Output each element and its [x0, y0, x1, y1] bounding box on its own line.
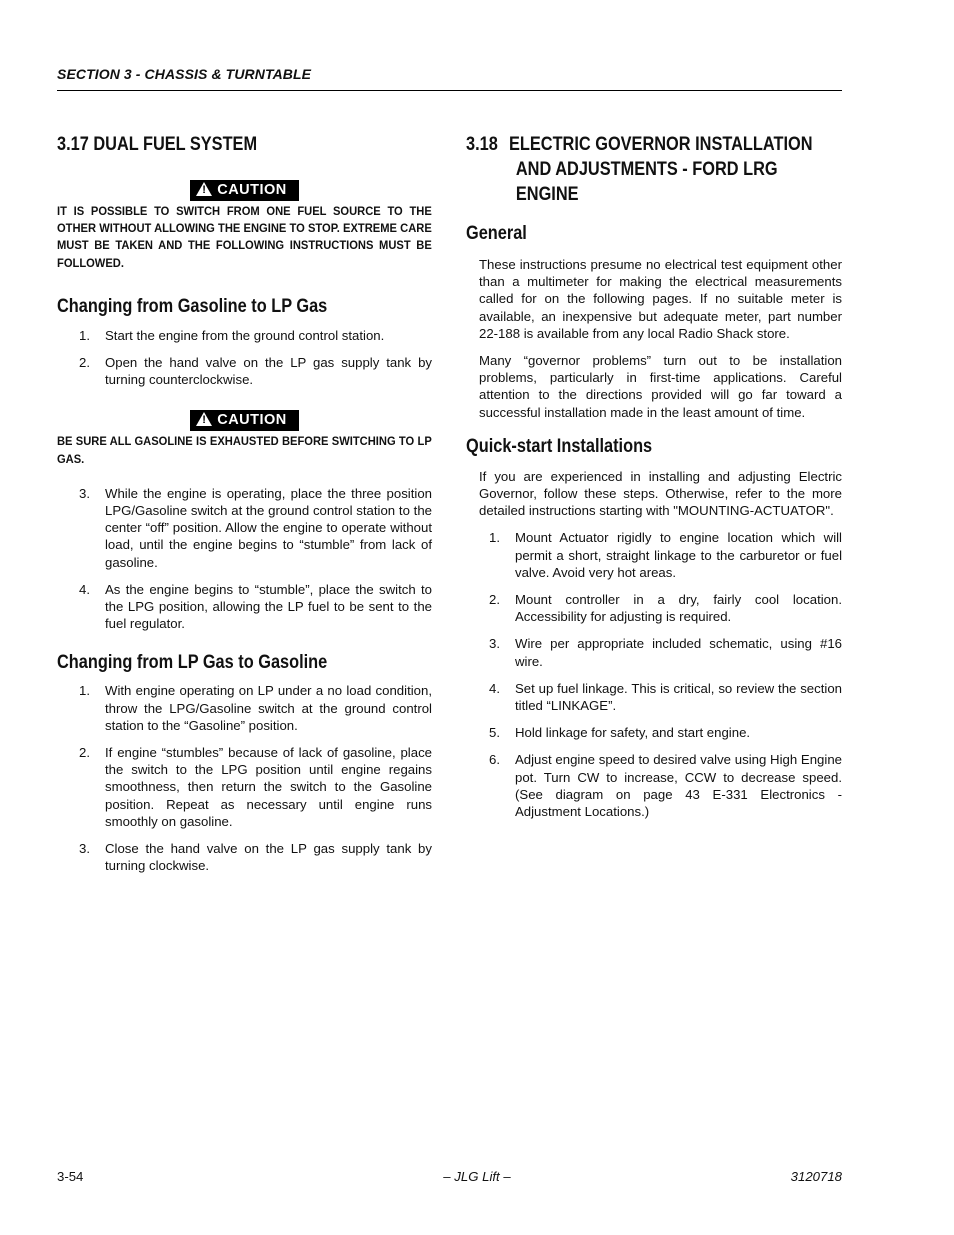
- footer-doc-number: 3120718: [790, 1169, 842, 1184]
- list-item: 4. As the engine begins to “stumble”, place the switch to the LPG position, allowing the LP fuel to be sent to the fuel regulator.: [79, 581, 432, 632]
- warning-triangle-icon: !: [196, 412, 212, 426]
- steps-lp-to-gasoline: [57, 682, 432, 874]
- list-item: 1. With engine operating on LP under a no load condition, throw the LPG/Gasoline switch at the ground control station to the “Gasoline” position.: [79, 683, 432, 733]
- list-item: 5. Hold linkage for safety, and start engine.: [489, 725, 751, 741]
- list-item: 3. While the engine is operating, place the three position LPG/Gasoline switch at the ground control station to the center “off” position. Allow the engine to operate without load, until the engine begins to “stumble” from lack of gasoline.: [79, 485, 432, 570]
- section-3-17-heading: 3.17 DUAL FUEL SYSTEM: [57, 134, 258, 155]
- general-paragraph-1: These instructions presume no electrical test equipment other than a multimeter for making the electrical measurements called for on the following pages. If no suitable meter is available, an inexpensive but adequate meter, part number 22-188 is available from any local Radio Shack store.: [479, 257, 842, 341]
- caution-text-1: IT IS POSSIBLE TO SWITCH FROM ONE FUEL SOURCE TO THE OTHER WITHOUT ALLOWING THE ENGINE TO STOP. EXTREME CARE MUST BE TAKEN AND THE FOLLOWING INSTRUCTIONS MUST BE FOLLOWED.: [57, 204, 432, 270]
- caution-label-2: ! CAUTION: [190, 410, 299, 431]
- steps-gasoline-to-lp-b: [57, 485, 432, 633]
- section-title: SECTION 3 - CHASSIS & TURNTABLE: [57, 66, 312, 82]
- subheading-lp-to-gasoline: Changing from LP Gas to Gasoline: [57, 652, 328, 674]
- list-item: 2. Mount controller in a dry, fairly cool location. Accessibility for adjusting is required.: [489, 592, 842, 625]
- left-column: [57, 132, 432, 874]
- list-item: 6. Adjust engine speed to desired valve using High Engine pot. Turn CW to increase, CCW to decrease speed. (See diagram on page 43 E-331 Electronics - Adjustment Locations.): [489, 752, 842, 820]
- steps-gasoline-to-lp-a: [57, 327, 432, 389]
- footer-publisher: – JLG Lift –: [443, 1169, 511, 1184]
- list-item: 3. Wire per appropriate included schematic, using #16 wire.: [489, 636, 842, 669]
- caution-text-2: BE SURE ALL GASOLINE IS EXHAUSTED BEFORE SWITCHING TO LP GAS.: [57, 434, 432, 466]
- subheading-quick-start: Quick-start Installations: [466, 435, 653, 457]
- quick-start-paragraph: If you are experienced in installing and adjusting Electric Governor, follow these steps. Otherwise, refer to the more detailed instructions starting with "MOUNTING-ACTUATOR".: [479, 468, 842, 519]
- page-header: [57, 66, 842, 91]
- subheading-gasoline-to-lp: Changing from Gasoline to LP Gas: [57, 295, 328, 317]
- list-item: 2. Open the hand valve on the LP gas supply tank by turning counterclockwise.: [79, 355, 432, 388]
- list-item: 1. Start the engine from the ground control station.: [79, 327, 385, 343]
- caution-box-1: [57, 180, 432, 201]
- section-3-18-heading: 3.18 ELECTRIC GOVERNOR INSTALLATION AND ADJUSTMENTS - FORD LRG ENGINE: [466, 134, 813, 205]
- list-item: 1. Mount Actuator rigidly to engine location which will permit a short, straight linkage to the carburetor or fuel valve. Avoid very hot areas.: [489, 530, 842, 580]
- caution-box-2: [57, 410, 432, 431]
- list-item: 4. Set up fuel linkage. This is critical, so review the section titled “LINKAGE”.: [489, 680, 842, 714]
- caution-label-1: ! CAUTION: [190, 180, 299, 201]
- warning-triangle-icon: !: [196, 182, 212, 196]
- list-item: 3. Close the hand valve on the LP gas supply tank by turning clockwise.: [79, 841, 432, 874]
- list-item: 2. If engine “stumbles” because of lack of gasoline, place the switch to the LPG position until engine regains smoothness, then return the switch to the Gasoline position. Repeat as necessary until engine runs smoothly on gasoline.: [79, 745, 432, 829]
- quick-start-steps: [466, 529, 842, 820]
- right-column: [466, 132, 842, 820]
- general-paragraph-2: Many “governor problems” turn out to be installation problems, particularly in first-time applications. Careful attention to the directions provided will go far toward a successful installation made in the least amount of time.: [479, 353, 842, 420]
- page-number: 3-54: [57, 1169, 84, 1184]
- subheading-general: General: [466, 223, 527, 244]
